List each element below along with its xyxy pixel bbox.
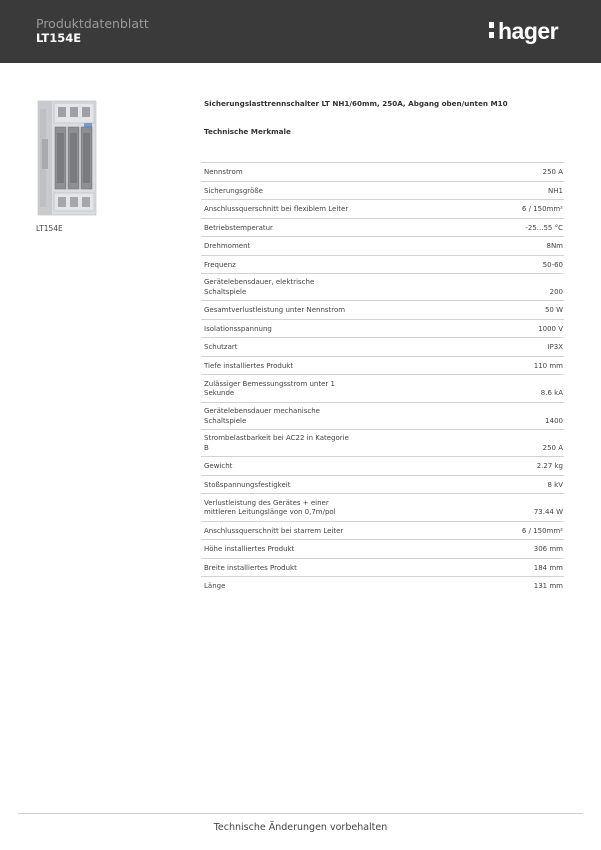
spec-row bbox=[201, 521, 564, 540]
spec-value: 1000 V bbox=[355, 319, 564, 338]
spec-value: 73.44 W bbox=[355, 494, 564, 522]
spec-label: Verlustleistung des Gerätes + einer mittleren Leitungslänge von 0,7m/pol bbox=[201, 494, 355, 522]
section-title: Technische Merkmale bbox=[204, 127, 291, 136]
product-image bbox=[36, 99, 98, 217]
spec-label: Anschlussquerschnitt bei starrem Leiter bbox=[201, 521, 355, 540]
spec-label: Drehmoment bbox=[201, 237, 355, 256]
spec-label: Zulässiger Bemessungsstrom unter 1 Sekunde bbox=[201, 375, 355, 403]
spec-value: 50 W bbox=[355, 301, 564, 320]
spec-row bbox=[201, 375, 564, 403]
spec-label: Stoßspannungsfestigkeit bbox=[201, 475, 355, 494]
spec-row bbox=[201, 319, 564, 338]
spec-value: 184 mm bbox=[355, 558, 564, 577]
spec-row bbox=[201, 237, 564, 256]
product-image-caption: LT154E bbox=[36, 224, 63, 233]
spec-value: 1400 bbox=[355, 402, 564, 430]
spec-label: Sicherungsgröße bbox=[201, 181, 355, 200]
spec-label: Isolationsspannung bbox=[201, 319, 355, 338]
spec-value: 110 mm bbox=[355, 356, 564, 375]
spec-value: 6 / 150mm² bbox=[355, 200, 564, 219]
spec-label: Länge bbox=[201, 577, 355, 595]
spec-value: 200 bbox=[355, 274, 564, 301]
spec-row bbox=[201, 181, 564, 200]
spec-value: 6 / 150mm² bbox=[355, 521, 564, 540]
footer-divider bbox=[18, 813, 583, 814]
spec-row bbox=[201, 457, 564, 476]
spec-label: Nennstrom bbox=[201, 163, 355, 182]
spec-label: Schutzart bbox=[201, 338, 355, 357]
spec-value: 2.27 kg bbox=[355, 457, 564, 476]
spec-row bbox=[201, 338, 564, 357]
spec-row bbox=[201, 255, 564, 274]
spec-row bbox=[201, 402, 564, 430]
spec-value: 131 mm bbox=[355, 577, 564, 595]
spec-value: -25...55 °C bbox=[355, 218, 564, 237]
spec-label: Strombelastbarkeit bei AC22 in Kategorie B bbox=[201, 430, 355, 457]
spec-value: 8Nm bbox=[355, 237, 564, 256]
spec-row bbox=[201, 218, 564, 237]
spec-row bbox=[201, 163, 564, 182]
spec-label: Gesamtverlustleistung unter Nennstrom bbox=[201, 301, 355, 320]
spec-row bbox=[201, 356, 564, 375]
spec-label: Frequenz bbox=[201, 255, 355, 274]
logo-text: hager bbox=[498, 18, 559, 44]
spec-value: 8.6 kA bbox=[355, 375, 564, 403]
spec-label: Betriebstemperatur bbox=[201, 218, 355, 237]
spec-row bbox=[201, 200, 564, 219]
spec-value: 306 mm bbox=[355, 540, 564, 559]
spec-value: IP3X bbox=[355, 338, 564, 357]
spec-value: 8 kV bbox=[355, 475, 564, 494]
spec-row bbox=[201, 430, 564, 457]
spec-value: 50-60 bbox=[355, 255, 564, 274]
spec-row bbox=[201, 577, 564, 595]
spec-row bbox=[201, 301, 564, 320]
product-title: Sicherungslasttrennschalter LT NH1/60mm, 250A, Abgang oben/unten M10 bbox=[204, 99, 508, 108]
spec-row bbox=[201, 494, 564, 522]
logo-mark-icon bbox=[489, 20, 494, 40]
footer-note: Technische Änderungen vorbehalten bbox=[213, 822, 388, 833]
page-header bbox=[0, 0, 601, 63]
spec-label: Gerätelebensdauer mechanische Schaltspiele bbox=[201, 402, 355, 430]
spec-label: Gewicht bbox=[201, 457, 355, 476]
spec-value: 250 A bbox=[355, 430, 564, 457]
spec-label: Höhe installiertes Produkt bbox=[201, 540, 355, 559]
spec-value: NH1 bbox=[355, 181, 564, 200]
spec-label: Tiefe installiertes Produkt bbox=[201, 356, 355, 375]
product-id: LT154E bbox=[36, 31, 82, 45]
spec-row bbox=[201, 540, 564, 559]
document-type: Produktdatenblatt bbox=[36, 16, 149, 31]
spec-table bbox=[201, 162, 564, 595]
hager-logo bbox=[492, 18, 558, 44]
spec-row bbox=[201, 475, 564, 494]
spec-row bbox=[201, 274, 564, 301]
spec-row bbox=[201, 558, 564, 577]
spec-value: 250 A bbox=[355, 163, 564, 182]
spec-label: Anschlussquerschnitt bei flexiblem Leiter bbox=[201, 200, 355, 219]
spec-label: Breite installiertes Produkt bbox=[201, 558, 355, 577]
spec-label: Gerätelebensdauer, elektrische Schaltspiele bbox=[201, 274, 355, 301]
